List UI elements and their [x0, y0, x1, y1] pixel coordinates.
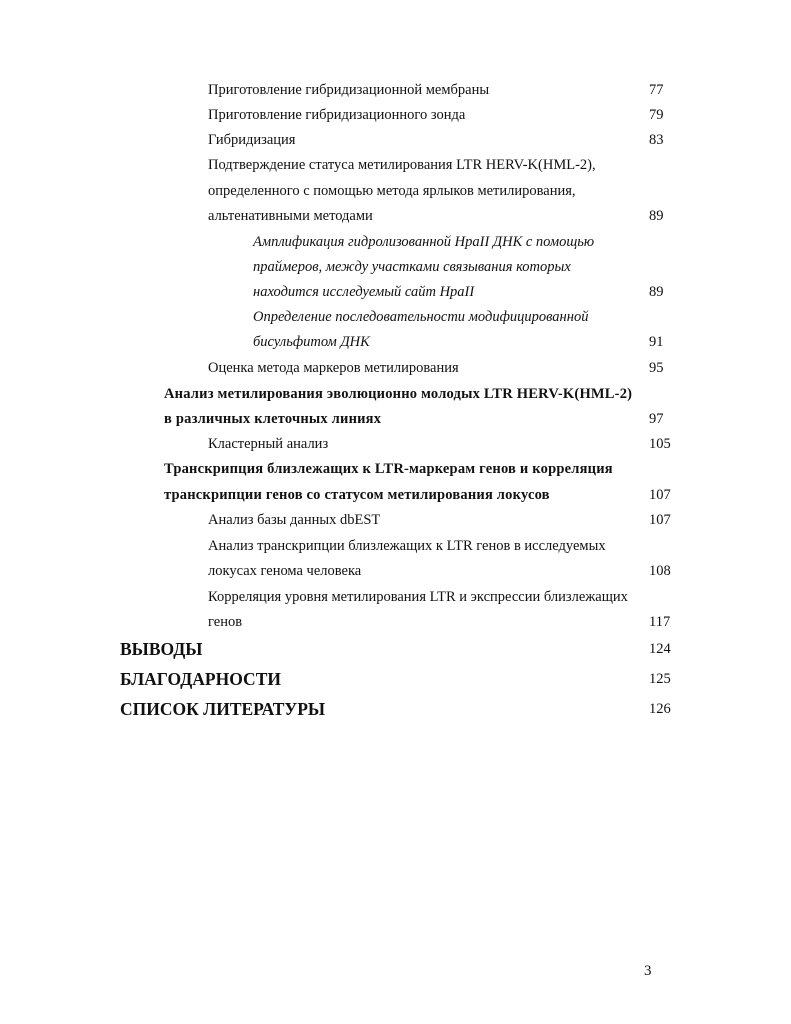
- toc-section-text: Транскрипция близлежащих к LTR-маркерам генов и корреляция: [164, 461, 613, 477]
- toc-entry-text: Оценка метода маркеров метилирования: [208, 360, 459, 376]
- toc-entry-text: определенного с помощью метода ярлыков метилирования,: [208, 183, 576, 199]
- toc-entry-text: Кластерный анализ: [208, 436, 329, 452]
- toc-entry-text: альтенативными методами: [208, 208, 373, 224]
- toc-page-number: 79: [649, 107, 664, 123]
- toc-subentry-text: находится исследуемый сайт HpaII: [253, 284, 475, 300]
- toc-section-text: транскрипции генов со статусом метилирования локусов: [164, 487, 550, 503]
- toc-page-number: 105: [649, 436, 671, 452]
- toc-entry-text: Приготовление гибридизационной мембраны: [208, 82, 490, 98]
- toc-entry-text: генов: [208, 614, 243, 630]
- toc-chapter-text: БЛАГОДАРНОСТИ: [120, 669, 281, 689]
- toc-section-text: Анализ метилирования эволюционно молодых LTR HERV-K(HML-2): [164, 386, 633, 402]
- toc-chapter-text: СПИСОК ЛИТЕРАТУРЫ: [120, 699, 326, 719]
- page-number: 3: [644, 963, 652, 979]
- toc-page-number: 97: [649, 411, 664, 427]
- toc-entry-text: Приготовление гибридизационного зонда: [208, 107, 466, 123]
- toc-entry-text: Анализ транскрипции близлежащих к LTR генов в исследуемых: [208, 538, 606, 554]
- toc-page-number: 117: [649, 614, 671, 630]
- toc-page-number: 89: [649, 284, 664, 300]
- toc-page-number: 124: [649, 641, 671, 657]
- toc-subentry-text: праймеров, между участками связывания которых: [253, 259, 571, 275]
- toc-entry-text: Гибридизация: [208, 132, 296, 148]
- toc-section-text: в различных клеточных линиях: [164, 411, 382, 427]
- toc-page-number: 89: [649, 208, 664, 224]
- toc-page-number: 125: [649, 671, 671, 687]
- toc-page-number: 91: [649, 334, 664, 350]
- toc-page-number: 107: [649, 512, 671, 528]
- toc-subentry-text: Амплификация гидролизованной HpaII ДНК с помощью: [253, 234, 595, 250]
- toc-subentry-text: Определение последовательности модифицированной: [253, 309, 589, 325]
- toc-page-number: 126: [649, 701, 671, 717]
- toc-entry-text: Анализ базы данных dbEST: [208, 512, 381, 528]
- toc-page-number: 83: [649, 132, 664, 148]
- toc-chapter-text: ВЫВОДЫ: [120, 639, 203, 659]
- toc-page-number: 108: [649, 563, 671, 579]
- toc-page-number: 95: [649, 360, 664, 376]
- toc-entry-text: Корреляция уровня метилирования LTR и экспрессии близлежащих: [208, 589, 628, 605]
- toc-page-number: 107: [649, 487, 671, 503]
- toc-page-number: 77: [649, 82, 664, 98]
- toc-entry-text: Подтверждение статуса метилирования LTR HERV-K(HML-2),: [208, 157, 596, 173]
- toc-subentry-text: бисульфитом ДНК: [253, 334, 370, 350]
- toc-entry-text: локусах генома человека: [208, 563, 362, 579]
